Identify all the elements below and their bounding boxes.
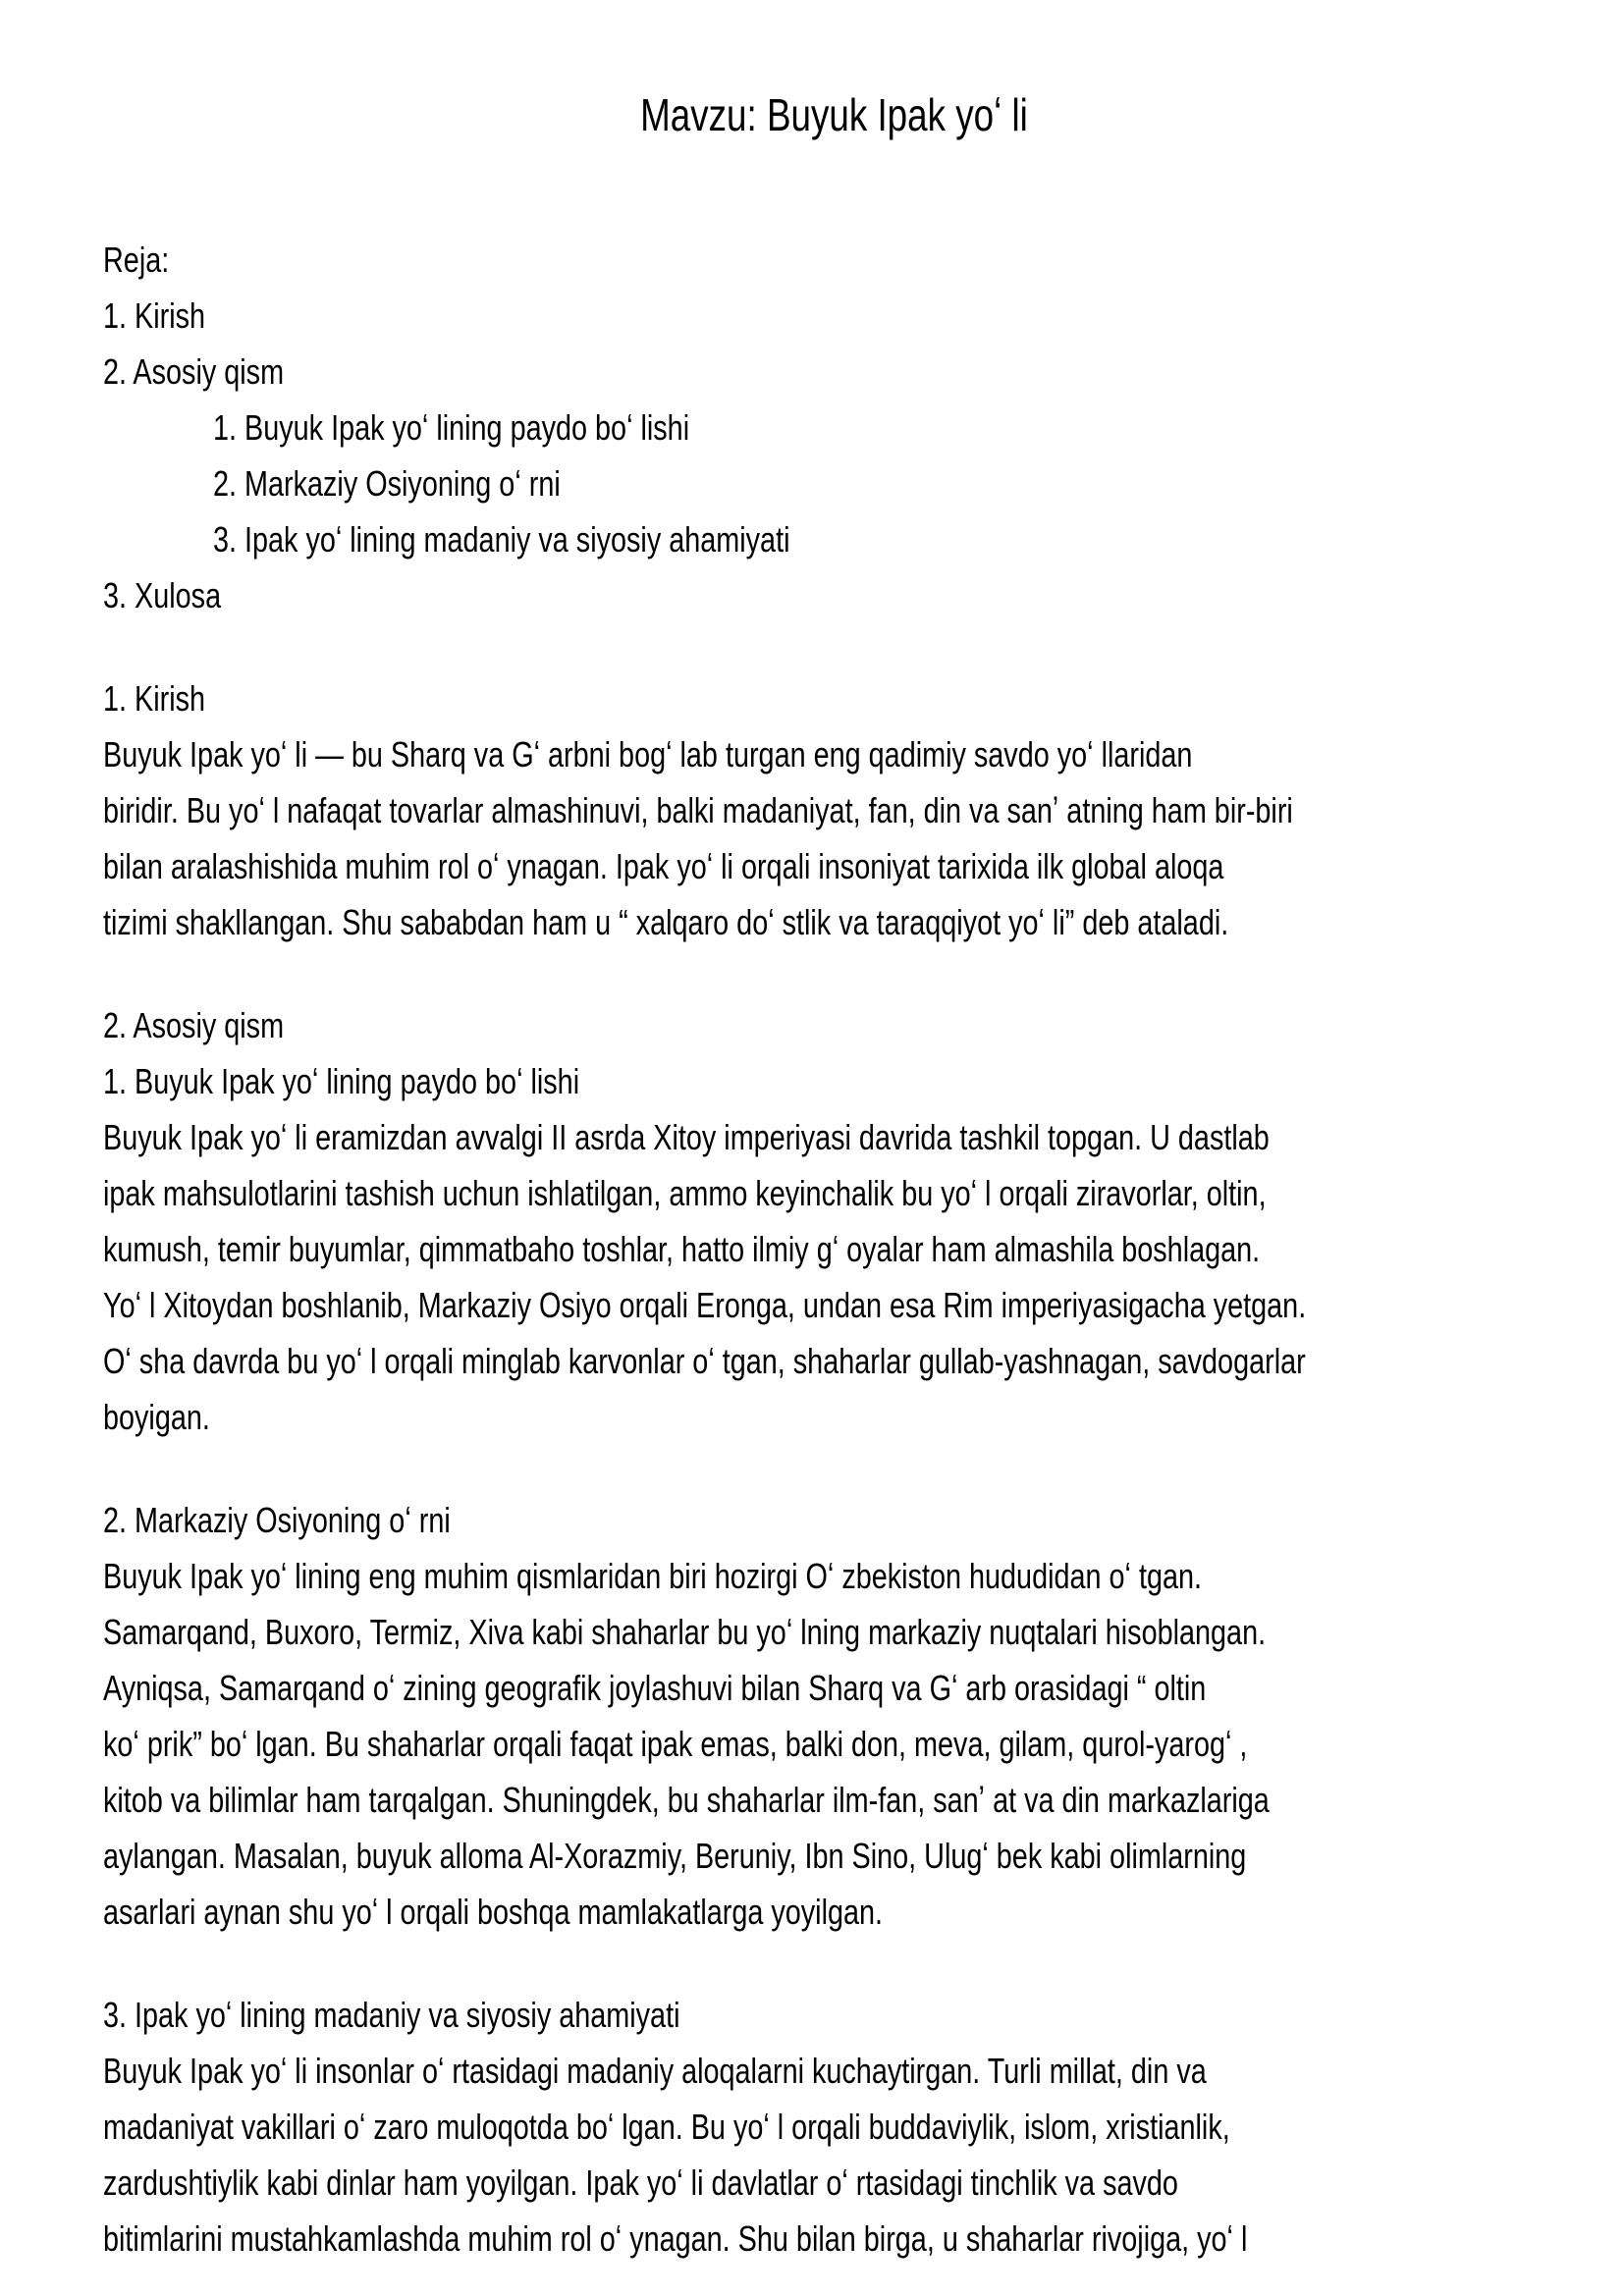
paragraph-line: asarlari aynan shu yoʻ l orqali boshqa mamlakatlarga yoyilgan. [103,1892,884,1932]
paragraph-line: Buyuk Ipak yoʻ li — bu Sharq va Gʻ arbni bogʻ lab turgan eng qadimiy savdo yoʻ llaridan [103,734,1193,774]
paragraph-line: Oʻ sha davrda bu yoʻ l orqali minglab karvonlar oʻ tgan, shaharlar gullab-yashnagan, savdogarlar [103,1341,1306,1381]
outline-item-xulosa: 3. Xulosa [103,575,222,615]
paragraph-line: bitimlarini mustahkamlashda muhim rol oʻ ynagan. Shu bilan birga, u shaharlar rivojiga, yoʻ l [103,2218,1248,2259]
paragraph-line: Buyuk Ipak yoʻ lining eng muhim qismlaridan biri hozirgi Oʻ zbekiston hududidan oʻ tgan. [103,1556,1203,1596]
section-heading-asosiy-qism: 2. Asosiy qism [103,1005,285,1045]
section-heading-madaniy-siyosiy: 3. Ipak yoʻ lining madaniy va siyosiy ahamiyati [103,1995,680,2035]
paragraph-line: Samarqand, Buxoro, Termiz, Xiva kabi shaharlar bu yoʻ lning markaziy nuqtalari hisoblangan. [103,1612,1267,1652]
outline-subitem-paydo-bolishi: 1. Buyuk Ipak yoʻ lining paydo boʻ lishi [213,407,690,448]
outline-item-asosiy-qism: 2. Asosiy qism [103,351,285,392]
paragraph-line: Yoʻ l Xitoydan boshlanib, Markaziy Osiyo orqali Eronga, undan esa Rim imperiyasigacha yetgan. [103,1285,1307,1325]
paragraph-line: kitob va bilimlar ham tarqalgan. Shuningdek, bu shaharlar ilm-fan, sanʼ at va din markazlariga [103,1780,1270,1820]
outline-subitem-madaniy-siyosiy: 3. Ipak yoʻ lining madaniy va siyosiy ahamiyati [213,519,790,560]
section-heading-markaziy-osiyo: 2. Markaziy Osiyoning oʻ rni [103,1500,451,1540]
section-heading-kirish: 1. Kirish [103,678,206,719]
outline-item-kirish: 1. Kirish [103,295,206,336]
plan-label: Reja: [103,240,170,280]
outline-subitem-markaziy-osiyo: 2. Markaziy Osiyoning oʻ rni [213,463,561,504]
paragraph-line: biridir. Bu yoʻ l nafaqat tovarlar almashinuvi, balki madaniyat, fan, din va sanʼ atning ham bir-biri [103,790,1293,830]
paragraph-line: bilan aralashishida muhim rol oʻ ynagan. Ipak yoʻ li orqali insoniyat tarixida ilk global aloqa [103,846,1224,886]
paragraph-line: Buyuk Ipak yoʻ li eramizdan avvalgi II asrda Xitoy imperiyasi davrida tashkil topgan. U dastlab [103,1117,1270,1157]
paragraph-line: aylangan. Masalan, buyuk alloma Al-Xorazmiy, Beruniy, Ibn Sino, Ulugʻ bek kabi olimlarning [103,1836,1247,1876]
paragraph-line: tizimi shakllangan. Shu sababdan ham u “ xalqaro doʻ stlik va taraqqiyot yoʻ li” deb ataladi. [103,902,1229,942]
paragraph-line: ipak mahsulotlarini tashish uchun ishlatilgan, ammo keyinchalik bu yoʻ l orqali ziravorlar, oltin, [103,1173,1267,1213]
section-subheading-paydo-bolishi: 1. Buyuk Ipak yoʻ lining paydo boʻ lishi [103,1061,580,1101]
paragraph-line: Ayniqsa, Samarqand oʻ zining geografik joylashuvi bilan Sharq va Gʻ arb orasidagi “ oltin [103,1668,1207,1708]
paragraph-line: Buyuk Ipak yoʻ li insonlar oʻ rtasidagi madaniy aloqalarni kuchaytirgan. Turli millat, din va [103,2051,1207,2091]
paragraph-line: boyigan. [103,1397,210,1437]
document-title: Mavzu: Buyuk Ipak yoʻ li [640,89,1028,140]
paragraph-line: kumush, temir buyumlar, qimmatbaho toshlar, hatto ilmiy gʻ oyalar ham almashila boshlagan. [103,1229,1261,1269]
paragraph-line: madaniyat vakillari oʻ zaro muloqotda boʻ lgan. Bu yoʻ l orqali buddaviylik, islom, xristianlik, [103,2107,1230,2147]
paragraph-line: zardushtiylik kabi dinlar ham yoyilgan. Ipak yoʻ li davlatlar oʻ rtasidagi tinchlik va savdo [103,2163,1178,2203]
paragraph-line: koʻ prik” boʻ lgan. Bu shaharlar orqali faqat ipak emas, balki don, meva, gilam, qurol-yarogʻ , [103,1724,1248,1764]
